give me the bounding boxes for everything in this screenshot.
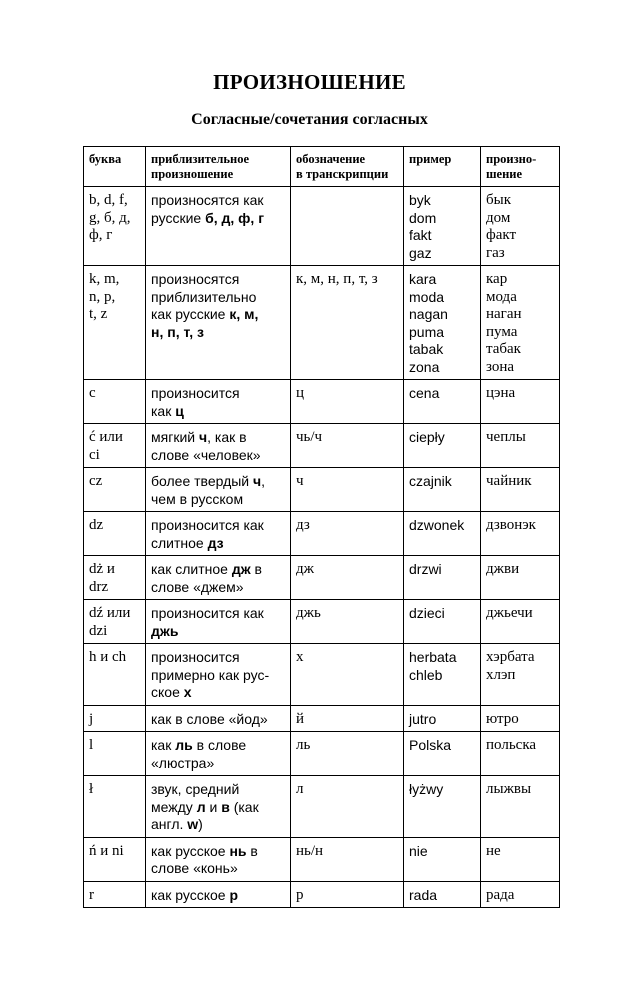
example-line: rada — [409, 886, 438, 903]
transcription-line: джь — [296, 605, 321, 621]
letter-line: dź или — [89, 605, 131, 621]
letter-cell — [84, 732, 146, 776]
transcription-line: ц — [296, 385, 305, 401]
pronunciation-line — [151, 649, 285, 667]
pronunciation-line — [151, 887, 285, 905]
pronunciation-line — [151, 711, 285, 729]
bold-letters: х — [183, 684, 192, 700]
sound-line: ютро — [486, 710, 519, 727]
letter-line: ń и ni — [89, 842, 124, 859]
text-segment: произносятся как — [151, 192, 264, 208]
sound-line: чеплы — [486, 429, 526, 445]
example-cell — [404, 837, 481, 881]
letter-line: dz — [89, 517, 104, 533]
sound-cell — [481, 881, 560, 908]
text-segment: как — [151, 737, 176, 753]
letter-line: c — [89, 385, 96, 401]
table-row — [84, 380, 560, 424]
sound-line: чайник — [486, 473, 532, 489]
text-segment: звук, средний — [151, 781, 240, 797]
letter-cell — [84, 380, 146, 424]
example-line: Polska — [409, 737, 452, 753]
sound-cell — [481, 732, 560, 776]
text-segment: и — [205, 798, 222, 815]
transcription-line: ч — [296, 473, 304, 489]
table-row — [84, 600, 560, 644]
text-segment: «люстра» — [151, 754, 215, 771]
example-cell — [404, 187, 481, 266]
letter-cell — [84, 705, 146, 732]
letter-cell — [84, 556, 146, 600]
letter-line: drz — [89, 578, 109, 595]
transcription-cell — [291, 556, 404, 600]
sound-line: цэна — [486, 385, 516, 401]
table-row — [84, 837, 560, 881]
header-line: шение — [486, 167, 523, 181]
transcription-cell — [291, 881, 404, 908]
example-line: czajnik — [409, 473, 452, 489]
header-line: буква — [89, 152, 122, 166]
letter-cell — [84, 644, 146, 706]
letter-line: ł — [89, 781, 94, 797]
pronunciation-cell — [146, 468, 291, 512]
text-segment: в — [250, 561, 262, 577]
letter-line: r — [89, 886, 94, 903]
table-row — [84, 732, 560, 776]
example-line: herbata — [409, 649, 457, 665]
pronunciation-line — [151, 781, 285, 799]
text-segment: , — [261, 473, 266, 489]
pronunciation-line — [151, 192, 285, 210]
transcription-line: л — [296, 781, 304, 797]
pronunciation-line — [151, 605, 285, 623]
table-row — [84, 644, 560, 706]
letter-line: dzi — [89, 622, 108, 639]
pronunciation-cell — [146, 776, 291, 838]
transcription-line: дж — [296, 561, 314, 577]
pronunciation-line — [151, 473, 285, 491]
pronunciation-line — [151, 491, 285, 509]
pronunciation-line — [151, 737, 285, 755]
example-line: dom — [409, 209, 437, 226]
letter-line: k, m, — [89, 271, 120, 287]
letter-line: ć или — [89, 429, 123, 445]
transcription-cell — [291, 776, 404, 838]
bold-letters: л — [196, 798, 206, 815]
table-row — [84, 776, 560, 838]
sound-cell — [481, 380, 560, 424]
text-segment: более твердый — [151, 473, 254, 489]
table-row — [84, 468, 560, 512]
text-segment: как русские — [151, 306, 230, 322]
sound-line: кар — [486, 271, 508, 287]
pronunciation-line — [151, 517, 285, 535]
example-cell — [404, 644, 481, 706]
text-segment: чем в русском — [151, 490, 244, 507]
letter-cell — [84, 600, 146, 644]
table-row — [84, 881, 560, 908]
sound-line: пума — [486, 323, 518, 340]
text-segment: слитное — [151, 534, 208, 551]
text-segment: в слове — [192, 737, 247, 753]
header-transcription — [291, 147, 404, 187]
example-line: tabak — [409, 341, 444, 357]
bold-letters: дж — [231, 561, 251, 577]
example-line: gaz — [409, 244, 432, 261]
transcription-cell — [291, 837, 404, 881]
bold-letters: дз — [207, 534, 224, 551]
pronunciation-cell — [146, 600, 291, 644]
pronunciation-line — [151, 816, 285, 834]
pronunciation-line — [151, 271, 285, 289]
pronunciation-line — [151, 447, 285, 465]
text-segment: слове «конь» — [151, 860, 238, 876]
letter-cell — [84, 468, 146, 512]
pronunciation-line — [151, 579, 285, 597]
pronunciation-line — [151, 403, 285, 421]
example-line: fakt — [409, 227, 432, 243]
header-line: произно- — [486, 152, 537, 166]
table-header-row — [84, 147, 560, 187]
letter-cell — [84, 187, 146, 266]
sound-cell — [481, 424, 560, 468]
bold-letters: нь — [229, 842, 247, 859]
sound-line: джьечи — [486, 605, 533, 621]
sound-cell — [481, 512, 560, 556]
text-segment: как в слове «йод» — [151, 710, 268, 727]
letter-cell — [84, 266, 146, 380]
letter-line: t, z — [89, 306, 108, 322]
text-segment: произносится как — [151, 605, 264, 621]
header-letter — [84, 147, 146, 187]
pronunciation-line — [151, 385, 285, 403]
bold-letters: р — [229, 886, 239, 903]
bold-letters: б, д, ф, г — [205, 209, 265, 226]
sound-line: газ — [486, 244, 505, 261]
pronunciation-line — [151, 860, 285, 878]
example-line: puma — [409, 323, 445, 340]
sound-cell — [481, 600, 560, 644]
transcription-line: ль — [296, 737, 311, 753]
table-row — [84, 424, 560, 468]
text-segment: мягкий — [151, 429, 199, 445]
example-line: byk — [409, 192, 431, 208]
letter-line: dż и — [89, 561, 115, 577]
letter-cell — [84, 512, 146, 556]
text-segment: ) — [198, 816, 203, 832]
text-segment: произносится — [151, 385, 240, 401]
letter-line: l — [89, 737, 94, 753]
text-segment: (как — [229, 798, 259, 815]
sound-line: хлэп — [486, 666, 516, 683]
bold-letters: н, п, т, з — [151, 323, 205, 340]
transcription-cell — [291, 600, 404, 644]
text-segment: между — [151, 798, 197, 815]
pronunciation-cell — [146, 837, 291, 881]
transcription-line: х — [296, 649, 304, 665]
example-line: nie — [409, 842, 428, 859]
pronunciation-line — [151, 799, 285, 817]
table-row — [84, 187, 560, 266]
sound-cell — [481, 556, 560, 600]
example-line: cena — [409, 385, 440, 401]
sound-cell — [481, 187, 560, 266]
sound-line: лыжвы — [486, 781, 532, 797]
sound-line: польска — [486, 737, 537, 753]
example-line: nagan — [409, 306, 448, 322]
example-line: zona — [409, 358, 440, 375]
letter-cell — [84, 424, 146, 468]
pronunciation-cell — [146, 266, 291, 380]
example-line: chleb — [409, 666, 443, 683]
page-subtitle: Согласные/сочетания согласных — [191, 111, 428, 128]
bold-letters: w — [187, 816, 199, 832]
transcription-line: р — [296, 886, 304, 903]
pronunciation-line — [151, 289, 285, 307]
pronunciation-cell — [146, 187, 291, 266]
pronunciation-cell — [146, 732, 291, 776]
letter-line: ci — [89, 446, 100, 463]
bold-letters: в — [221, 798, 230, 815]
text-segment: как русское — [151, 886, 230, 903]
example-cell — [404, 468, 481, 512]
bold-letters: ц — [175, 402, 184, 419]
header-sound — [481, 147, 560, 187]
transcription-cell — [291, 705, 404, 732]
transcription-line: к, м, н, п, т, з — [296, 271, 378, 287]
pronunciation-line — [151, 623, 285, 641]
example-cell — [404, 705, 481, 732]
text-segment: примерно как рус- — [151, 666, 270, 683]
sound-line: табак — [486, 341, 521, 357]
header-line: в транскрипции — [296, 167, 389, 181]
transcription-line: чь/ч — [296, 429, 323, 445]
letter-line: cz — [89, 473, 103, 489]
sound-cell — [481, 837, 560, 881]
header-line: произношение — [151, 167, 234, 181]
sound-line: дом — [486, 209, 511, 226]
pronunciation-line — [151, 755, 285, 773]
example-line: moda — [409, 288, 445, 305]
table-row — [84, 512, 560, 556]
text-segment: произносятся — [151, 271, 240, 287]
example-cell — [404, 732, 481, 776]
example-cell — [404, 776, 481, 838]
text-segment: как слитное — [151, 561, 232, 577]
text-segment: ское — [151, 684, 184, 700]
pronunciation-cell — [146, 705, 291, 732]
sound-line: рада — [486, 886, 515, 903]
bold-letters: ль — [175, 737, 193, 753]
example-cell — [404, 512, 481, 556]
example-cell — [404, 600, 481, 644]
pronunciation-cell — [146, 881, 291, 908]
example-line: dzwonek — [409, 517, 465, 533]
text-segment: англ. — [151, 816, 188, 832]
sound-line: зона — [486, 358, 515, 375]
pronunciation-cell — [146, 424, 291, 468]
sound-cell — [481, 705, 560, 732]
pronunciation-cell — [146, 644, 291, 706]
pronunciation-cell — [146, 380, 291, 424]
bold-letters: ч — [198, 429, 208, 445]
example-cell — [404, 556, 481, 600]
example-line: drzwi — [409, 561, 442, 577]
sound-line: бык — [486, 192, 511, 208]
example-line: dzieci — [409, 605, 445, 621]
pronunciation-line — [151, 684, 285, 702]
pronunciation-cell — [146, 556, 291, 600]
sound-line: джви — [486, 561, 520, 577]
transcription-line: нь/н — [296, 842, 324, 859]
letter-line: h и ch — [89, 649, 127, 665]
sound-line: мода — [486, 288, 517, 305]
bold-letters: джь — [151, 622, 179, 639]
letter-line: g, б, д, — [89, 209, 131, 226]
example-cell — [404, 380, 481, 424]
table-row — [84, 266, 560, 380]
pronunciation-line — [151, 667, 285, 685]
pronunciation-line — [151, 210, 285, 228]
letter-line: j — [89, 710, 94, 727]
transcription-cell — [291, 266, 404, 380]
transcription-cell — [291, 380, 404, 424]
example-cell — [404, 266, 481, 380]
letter-line: n, p, — [89, 288, 116, 305]
transcription-cell — [291, 644, 404, 706]
table-row — [84, 705, 560, 732]
header-line: пример — [409, 152, 452, 166]
pronunciation-cell — [146, 512, 291, 556]
text-segment: слове «человек» — [151, 446, 261, 463]
table-body — [84, 187, 560, 908]
transcription-line: дз — [296, 517, 310, 533]
transcription-cell — [291, 732, 404, 776]
table-row — [84, 556, 560, 600]
header-pronunciation — [146, 147, 291, 187]
transcription-cell — [291, 512, 404, 556]
text-segment: как русское — [151, 842, 230, 859]
text-segment: произносится как — [151, 517, 264, 533]
example-line: łyżwy — [409, 781, 444, 797]
pronunciation-line — [151, 561, 285, 579]
sound-cell — [481, 776, 560, 838]
bold-letters: к, м, — [229, 306, 259, 322]
pronunciation-line — [151, 429, 285, 447]
text-segment: русские — [151, 209, 206, 226]
sound-cell — [481, 266, 560, 380]
page-title: ПРОИЗНОШЕНИЕ — [213, 70, 406, 94]
pronunciation-line — [151, 306, 285, 324]
sound-line: факт — [486, 227, 517, 243]
pronunciation-line — [151, 535, 285, 553]
consonants-table — [83, 146, 560, 908]
header-example — [404, 147, 481, 187]
letter-line: b, d, f, — [89, 192, 128, 208]
pronunciation-line — [151, 843, 285, 861]
transcription-cell — [291, 424, 404, 468]
letter-cell — [84, 881, 146, 908]
header-line: обозначение — [296, 152, 366, 166]
text-segment: как — [151, 402, 176, 419]
text-segment: , как в — [207, 429, 247, 445]
example-line: kara — [409, 271, 437, 287]
text-segment: слове «джем» — [151, 578, 244, 595]
transcription-cell — [291, 187, 404, 266]
example-line: jutro — [409, 710, 437, 727]
example-line: ciepły — [409, 429, 445, 445]
transcription-cell — [291, 468, 404, 512]
bold-letters: ч — [253, 473, 262, 489]
text-segment: произносится — [151, 649, 240, 665]
example-cell — [404, 881, 481, 908]
transcription-line: й — [296, 710, 305, 727]
sound-line: дзвонэк — [486, 517, 536, 533]
sound-line: не — [486, 842, 501, 859]
letter-cell — [84, 837, 146, 881]
sound-cell — [481, 468, 560, 512]
pronunciation-line — [151, 324, 285, 342]
letter-line: ф, г — [89, 227, 113, 243]
example-cell — [404, 424, 481, 468]
sound-cell — [481, 644, 560, 706]
sound-line: хэрбата — [486, 649, 535, 665]
letter-cell — [84, 776, 146, 838]
sound-line: наган — [486, 306, 522, 322]
text-segment: приблизительно — [151, 288, 257, 305]
header-line: приблизительное — [151, 152, 250, 166]
text-segment: в — [246, 842, 258, 859]
